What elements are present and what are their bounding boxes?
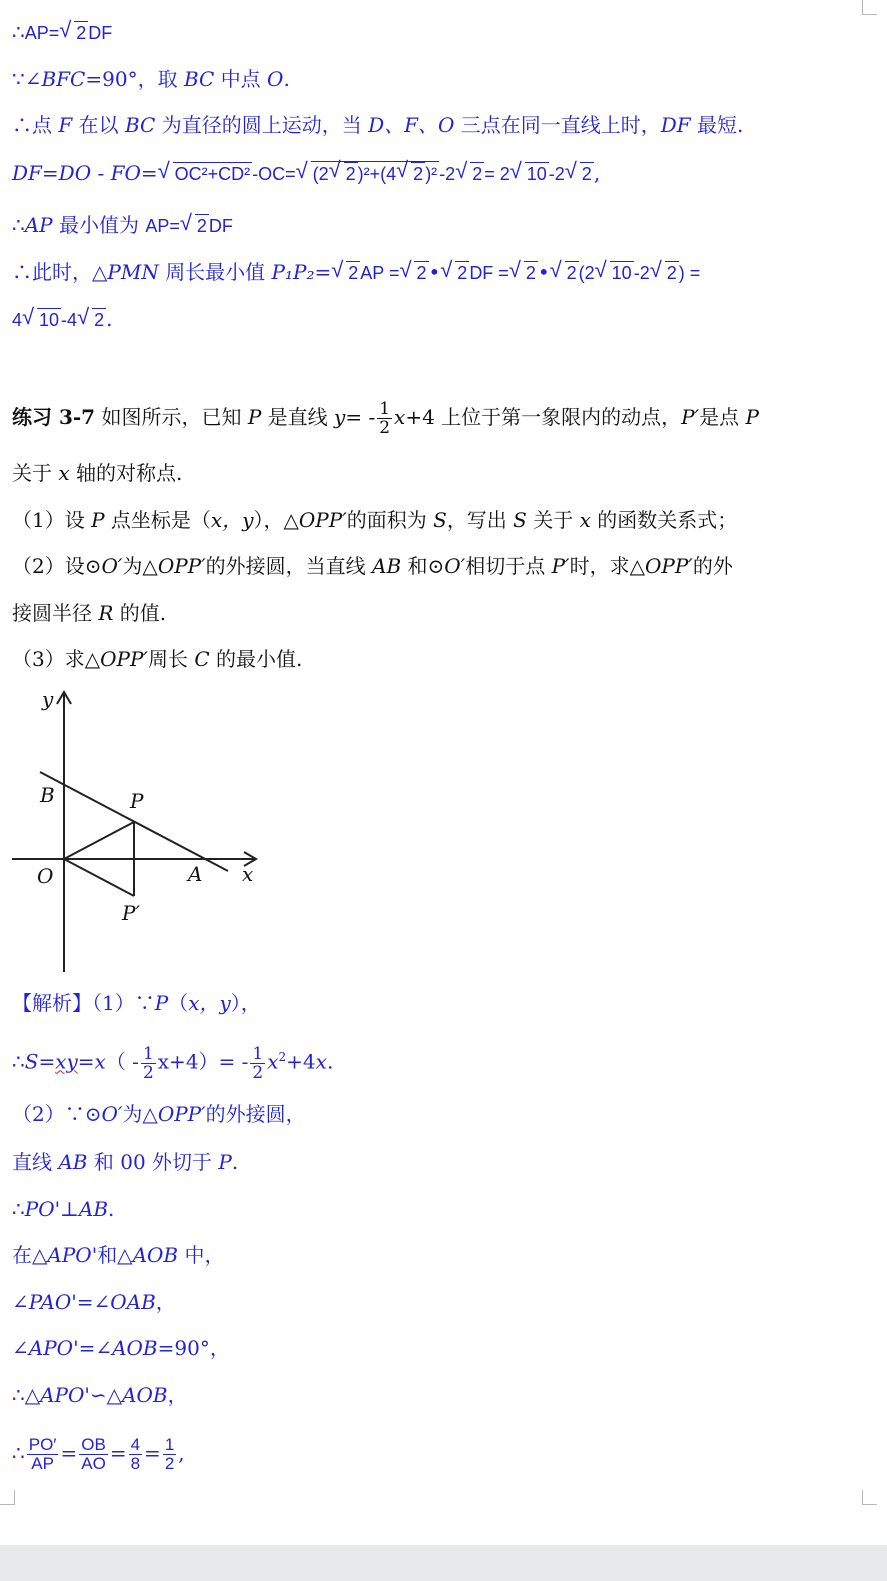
segment-opp — [64, 859, 134, 896]
label-p: P — [130, 789, 144, 813]
exercise-part-2: （2）设⊙O′为△OPP′的外接圆，当直线 AB 和⊙O′相切于点 P′时，求△OPP′的外 — [12, 554, 733, 578]
exercise-part-3: （3）求△OPP′周长 C 的最小值. — [12, 647, 303, 671]
solution-line-10: ∴ $\frac{PO'}{AP}$ = $\frac{OB}{AO}$ = $\frac{4}{8}$ = $\frac{1}{2}$ , — [12, 1435, 185, 1473]
exercise-part-1: （1）设 P 点坐标是（x，y），△OPP′的面积为 S，写出 S 关于 x 的函数关系式； — [12, 508, 738, 532]
label-b: B — [40, 783, 55, 807]
solution-line-3: （2）∵⊙O′为△OPP′的外接圆， — [12, 1102, 306, 1126]
prev-solution-line-2: ∵∠BFC=90°，取 BC 中点 O. — [12, 67, 290, 91]
prev-solution-line-7: 4√ 10 -4√ 2 . — [12, 306, 112, 333]
label-a: A — [188, 862, 203, 886]
label-p-prime: P′ — [122, 901, 140, 925]
solution-line-6: 在△APO'和△AOB 中， — [12, 1243, 225, 1267]
solution-line-4: 直线 AB 和 00 外切于 P. — [12, 1150, 239, 1174]
exercise-part-2-cont: 接圆半径 R 的值. — [12, 601, 167, 625]
prev-solution-line-4: DF=DO - FO=√ OC²+CD² -OC=√ (2√ 2 )²+(4√ 2 )² -2√ 2 = 2√ 10 -2√ 2 , — [12, 160, 600, 187]
exercise-label: 练习 3-7 — [12, 405, 96, 429]
crop-mark-top-right — [862, 0, 877, 15]
label-o: O — [37, 864, 54, 888]
coordinate-figure — [10, 684, 270, 976]
exercise-question-line-1: 练习 3-7 如图所示，已知 P 是直线 y= - $\frac{1}{2}$ x+4 上位于第一象限内的动点，P′是点 P — [12, 399, 759, 438]
solution-line-9: ∴△APO'∽△AOB， — [12, 1383, 188, 1407]
solution-line-7: ∠PAO'=∠OAB， — [12, 1290, 176, 1314]
crop-mark-bottom-right — [862, 1490, 877, 1505]
prev-solution-line-6: ∴此时，△PMN 周长最小值 P₁P₂=√ 2 AP =√ 2 •√ 2 DF =√ 2 •√ 2 (2√ 10 -2√ 2 ) = — [12, 259, 700, 286]
crop-mark-bottom-left — [0, 1490, 15, 1505]
prev-solution-line-5: ∴AP 最小值为 AP=√ 2 DF — [12, 212, 233, 239]
prev-solution-line-1: ∴AP=√ 2 DF — [12, 19, 112, 46]
segment-op — [64, 822, 134, 859]
solution-line-8: ∠APO'=∠AOB=90°， — [12, 1336, 230, 1360]
label-x: x — [242, 862, 254, 886]
bottom-gray-bar — [0, 1545, 887, 1581]
prev-solution-line-3: ∴点 F 在以 BC 为直径的圆上运动，当 D、F、O 三点在同一直线上时，DF 最短. — [12, 113, 744, 137]
solution-line-5: ∴PO'⊥AB. — [12, 1197, 115, 1221]
solution-line-2: ∴S=xy=x（ - $\frac{1}{2}$ x+4）= - $\frac{1}{2}$ $x^2+4x$. — [12, 1043, 334, 1083]
solution-line-1: 【解析】（1）∵P（x，y）， — [12, 991, 261, 1015]
label-y: y — [42, 687, 54, 711]
exercise-question-line-2: 关于 x 轴的对称点. — [12, 461, 183, 485]
